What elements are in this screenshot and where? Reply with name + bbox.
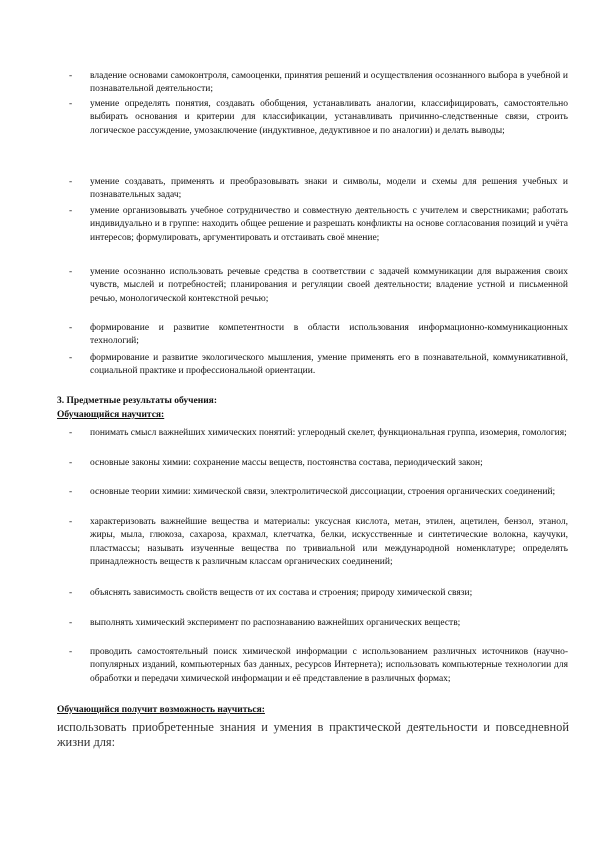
bullet-dash: -: [69, 267, 73, 277]
list-item-text: умение осознанно использовать речевые средства в соответствии с задачей коммуникации для выражения своих чувств, мыслей и потребностей; планирования и регуляции своей деятельности; владение устной и письменной речью, монологической контекстной речью;: [90, 267, 568, 304]
list-item: [0, 352, 568, 379]
list-item-text: объяснять зависимость свойств веществ от их состава и строения; природу химической связи;: [90, 588, 473, 598]
list-item: [0, 457, 568, 470]
list-item-text: характеризовать важнейшие вещества и материалы: уксусная кислота, метан, этилен, ацетилен, бензол, этанол, жиры, мыла, глюкоза, сахароза, крахмал, клетчатка, белки, искусственные и синтетические волокна, каучуки, пластмассы; называть изученные вещества по тривиальной или международной номенклатуре; определять принадлежность веществ к различным классам органических соединений;: [90, 517, 568, 568]
list-item-text: умение организовывать учебное сотрудничество и совместную деятельность с учителем и сверстниками; работать индивидуально и в группе: находить общее решение и разрешать конфликты на основе согласования позиций и учёта интересов; формулировать, аргументировать и отстаивать своё мнение;: [90, 206, 568, 243]
bullet-dash: -: [69, 458, 73, 468]
list-item-text: проводить самостоятельный поиск химической информации с использованием различных источников (научно-популярных изданий, компьютерных баз данных, ресурсов Интернета); использовать компьютерные технологии для обработки и передачи химической информации и её представление в различных формах;: [90, 647, 568, 684]
list-item-text: основные теории химии: химической связи, электролитической диссоциации, строения органических соединений;: [90, 487, 556, 497]
list-item: [0, 205, 568, 245]
bullet-dash: -: [69, 206, 73, 216]
list-item: [0, 322, 568, 349]
subheading-will-learn: Обучающийся научится:: [57, 410, 165, 420]
subheading-opportunity: Обучающийся получит возможность научиться:: [57, 705, 265, 715]
bullet-dash: -: [69, 517, 73, 527]
list-item-text: выполнять химический эксперимент по распознаванию важнейших органических веществ;: [90, 618, 461, 628]
list-item: [0, 646, 568, 686]
list-item: [0, 516, 568, 570]
bullet-dash: -: [69, 588, 73, 598]
list-item-text: формирование и развитие экологического мышления, умение применять его в познавательной, коммуникативной, социальной практике и профессиональной ориентации.: [90, 353, 568, 377]
list-item: [0, 617, 568, 630]
bullet-dash: -: [69, 353, 73, 363]
bullet-dash: -: [69, 177, 73, 187]
list-item-text: формирование и развитие компетентности в области использования информационно-коммуникационных технологий;: [90, 323, 568, 347]
list-item-text: умение определять понятия, создавать обобщения, устанавливать аналогии, классифицировать, самостоятельно выбирать основания и критерии для классификации, устанавливать причинно-следственные связи, строить логическое рассуждение, умозаключение (индуктивное, дедуктивное и по аналогии) и делать выводы;: [90, 99, 568, 136]
list-item-text: владение основами самоконтроля, самооценки, принятия решений и осуществления осознанного выбора в учебной и познавательной деятельности;: [90, 71, 568, 95]
closing-paragraph: использовать приобретенные знания и умения в практической деятельности и повседневной жизни для:: [57, 720, 569, 750]
list-item: [0, 427, 568, 440]
list-item: [0, 70, 568, 97]
bullet-dash: -: [69, 618, 73, 628]
bullet-dash: -: [69, 647, 73, 657]
list-item: [0, 486, 568, 499]
list-item: [0, 266, 568, 306]
list-item-text: основные законы химии: сохранение массы веществ, постоянства состава, периодический закон;: [90, 458, 483, 468]
bullet-dash: -: [69, 99, 73, 109]
list-item-text: понимать смысл важнейших химических понятий: углеродный скелет, функциональная группа, изомерия, гомология;: [90, 428, 567, 438]
section-heading: 3. Предметные результаты обучения:: [57, 396, 217, 406]
bullet-dash: -: [69, 487, 73, 497]
list-item: [0, 176, 568, 203]
bullet-dash: -: [69, 428, 73, 438]
list-item-text: умение создавать, применять и преобразовывать знаки и символы, модели и схемы для решения учебных и познавательных задач;: [90, 177, 568, 201]
list-item: [0, 587, 568, 600]
list-item: [0, 98, 568, 138]
bullet-dash: -: [69, 71, 73, 81]
bullet-dash: -: [69, 323, 73, 333]
